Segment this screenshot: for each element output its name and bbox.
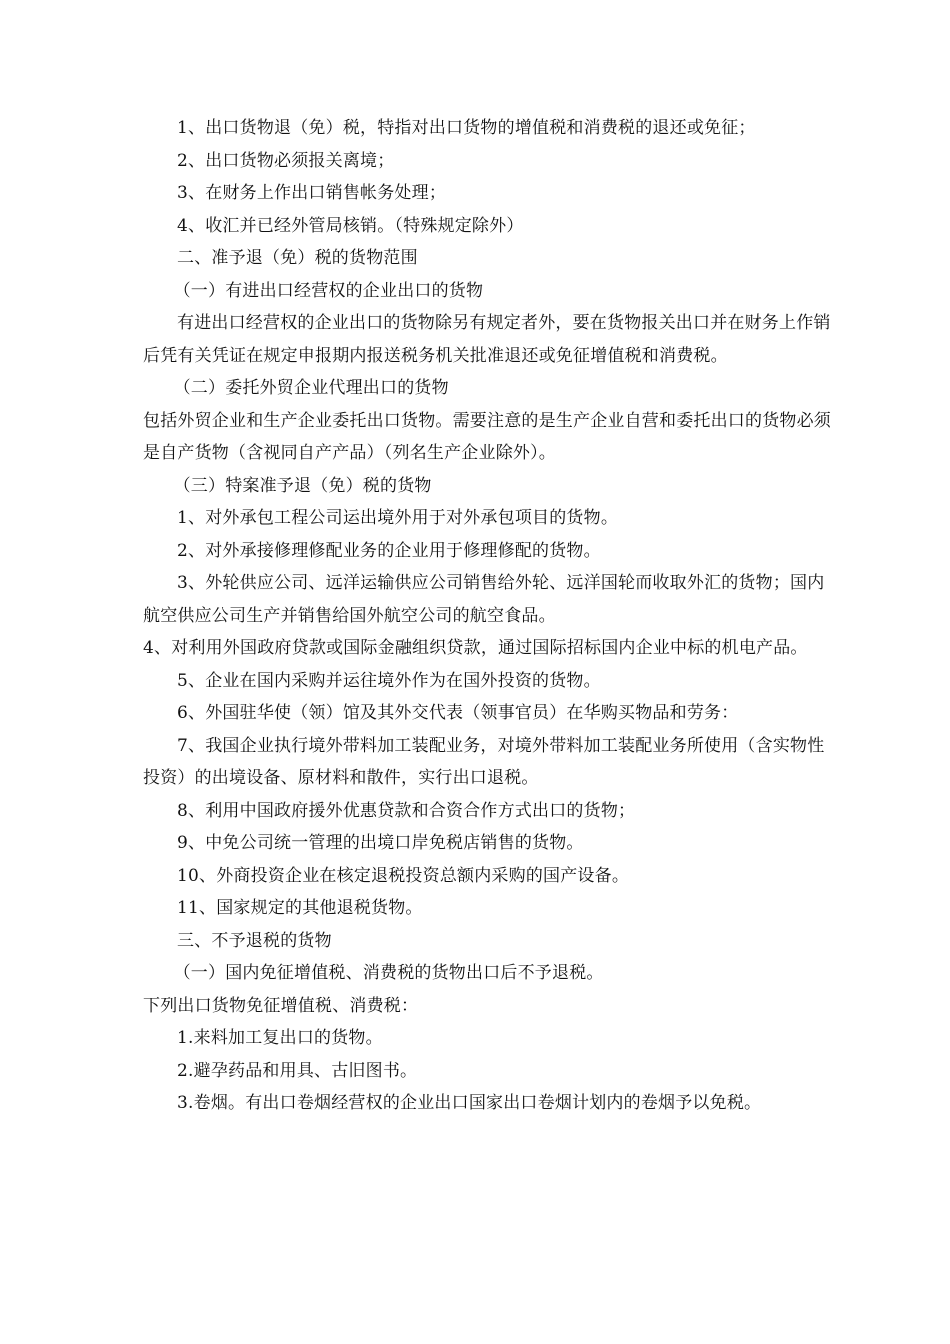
list-item: 3、外轮供应公司、远洋运输供应公司销售给外轮、远洋国轮而收取外汇的货物；国内航空供应公司生产并销售给国外航空公司的航空食品。 bbox=[143, 573, 825, 626]
list-item: 11、国家规定的其他退税货物。 bbox=[177, 898, 423, 918]
list-item: 8、利用中国政府援外优惠贷款和合资合作方式出口的货物； bbox=[177, 800, 636, 821]
subsection-heading: （一）有进出口经营权的企业出口的货物 bbox=[173, 280, 484, 301]
paragraph: 4、收汇并已经外管局核销。（特殊规定除外） bbox=[177, 215, 524, 236]
list-item: 2、对外承接修理修配业务的企业用于修理修配的货物。 bbox=[177, 540, 601, 561]
section-heading: 三、不予退税的货物 bbox=[177, 930, 332, 951]
list-item: 1.来料加工复出口的货物。 bbox=[177, 1028, 383, 1048]
list-item: 9、中免公司统一管理的出境口岸免税店销售的货物。 bbox=[177, 833, 584, 853]
paragraph: 有进出口经营权的企业出口的货物除另有规定者外，要在货物报关出口并在财务上作销后凭有关凭证在规定申报期内报送税务机关批准退还或免征增值税和消费税。 bbox=[143, 313, 831, 366]
paragraph: 包括外贸企业和生产企业委托出口货物。需要注意的是生产企业自营和委托出口的货物必须是自产货物（含视同自产产品）（列名生产企业除外）。 bbox=[143, 410, 831, 463]
paragraph: 2、出口货物必须报关离境； bbox=[177, 150, 395, 171]
subsection-heading: （一）国内免征增值税、消费税的货物出口后不予退税。 bbox=[173, 963, 604, 983]
subsection-heading: （二）委托外贸企业代理出口的货物 bbox=[173, 378, 449, 398]
list-item: 2.避孕药品和用具、古旧图书。 bbox=[177, 1060, 418, 1081]
list-item: 1、对外承包工程公司运出境外用于对外承包项目的货物。 bbox=[177, 508, 619, 528]
list-item: 10、外商投资企业在核定退税投资总额内采购的国产设备。 bbox=[177, 865, 630, 886]
list-item: 5、企业在国内采购并运往境外作为在国外投资的货物。 bbox=[177, 670, 601, 691]
subsection-heading: （三）特案准予退（免）税的货物 bbox=[173, 475, 432, 496]
paragraph: 下列出口货物免征增值税、消费税： bbox=[143, 995, 419, 1016]
list-item: 6、外国驻华使（领）馆及其外交代表（领事官员）在华购买物品和劳务： bbox=[177, 703, 739, 723]
section-heading: 二、准予退（免）税的货物范围 bbox=[177, 248, 418, 268]
paragraph: 3、在财务上作出口销售帐务处理； bbox=[177, 183, 447, 203]
list-item: 7、我国企业执行境外带料加工装配业务，对境外带料加工装配业务所使用（含实物性投资）的出境设备、原材料和散件，实行出口退税。 bbox=[143, 735, 825, 788]
paragraph: 1、出口货物退（免）税，特指对出口货物的增值税和消费税的退还或免征； bbox=[177, 118, 756, 138]
list-item: 4、对利用外国政府贷款或国际金融组织贷款，通过国际招标国内企业中标的机电产品。 bbox=[143, 638, 808, 658]
list-item: 3.卷烟。有出口卷烟经营权的企业出口国家出口卷烟计划内的卷烟予以免税。 bbox=[177, 1093, 762, 1113]
document-body bbox=[143, 112, 833, 1120]
